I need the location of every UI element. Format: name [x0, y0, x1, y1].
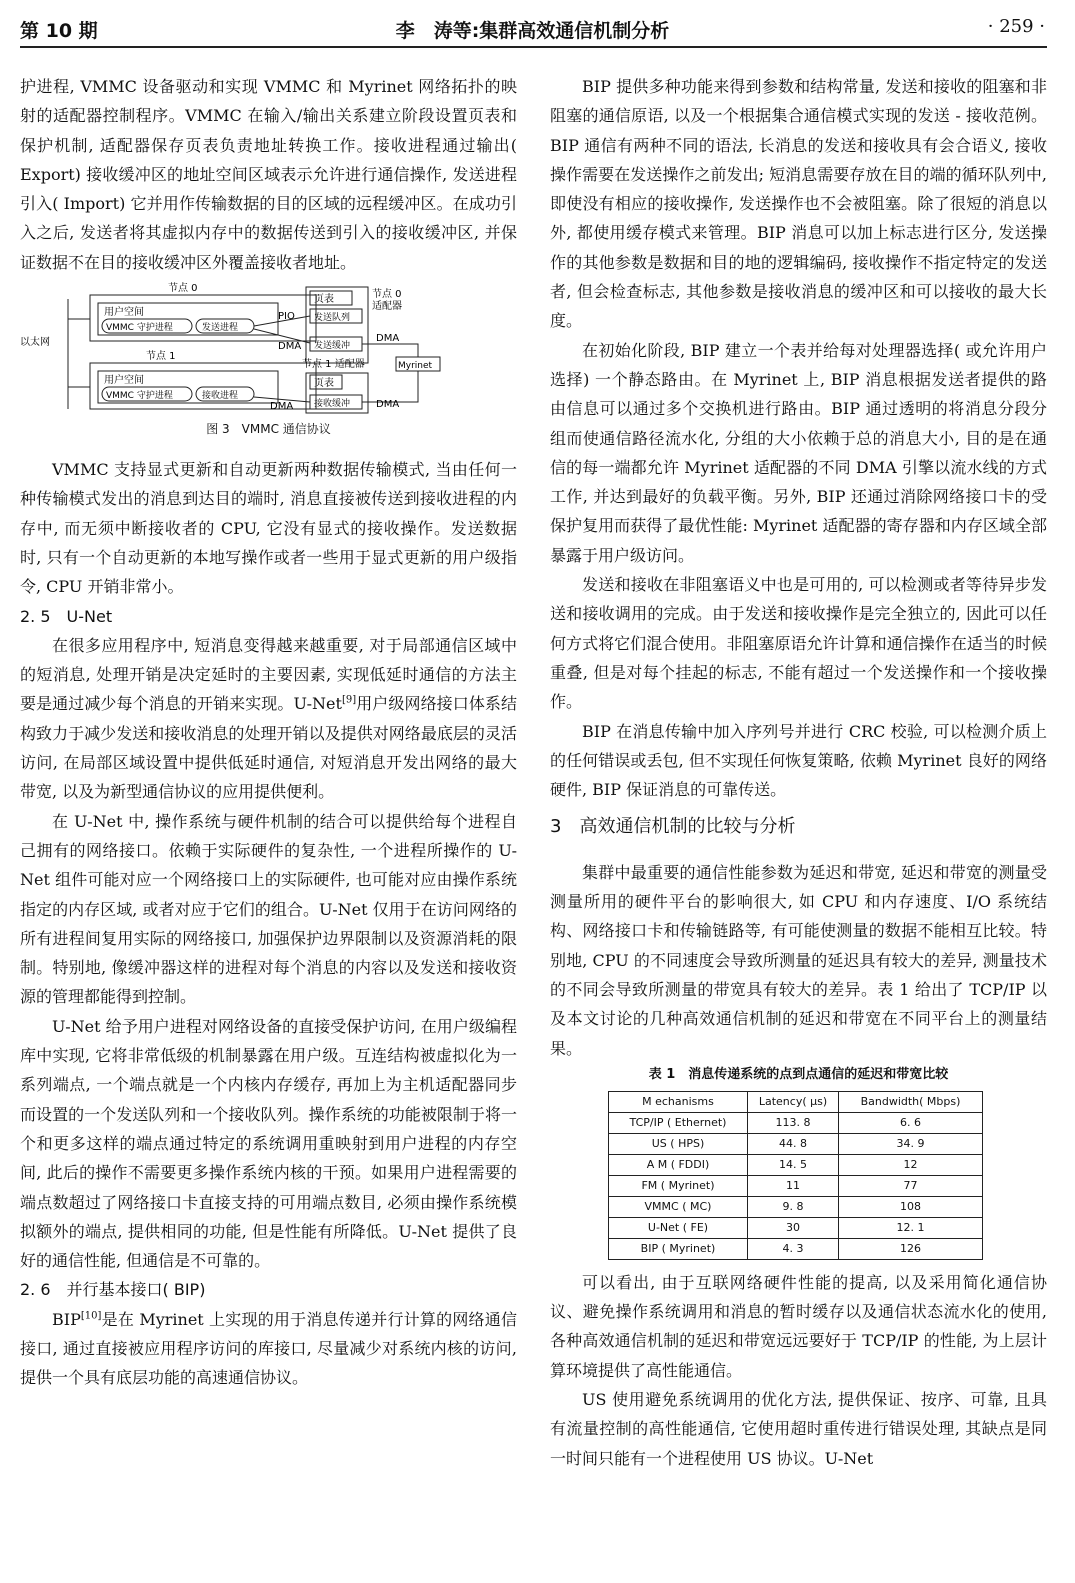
ethernet-label: 以太网	[20, 337, 50, 349]
table-row: TCP/IP ( Ethernet) 113. 8 6. 6	[609, 1112, 983, 1133]
node1-label: 节点 1	[146, 351, 176, 363]
paragraph-bip-functions: BIP 提供多种功能来得到参数和结构常量, 发送和接收的阻塞和非阻塞的通信原语, 以及一个根据集合通信模式实现的发送 - 接收范例。BIP 通信有两种不同的语法, 长消息的发送和接收具有会合语义, 接收操作需要在发送操作之前发出; 短消息需要存放在目的端的循环队列中, 即使没有相应的接收操作, 发送操作也不会被阻塞。除了很短的消息以外, 都使用缓存模式来管理。BIP 消息可以加上标志进行区分, 发送操作的其他参数是数据和目的地的逻辑编码, 接收操作不指定特定的发送者, 但会检查标志, 其他参数是接收消息的缓冲区和可以接收的最大长度。	[550, 77, 1047, 331]
adapter0-label-a: 节点 0	[372, 289, 402, 301]
paragraph-comparison: 集群中最重要的通信性能参数为延迟和带宽, 延迟和带宽的测量受测量所用的硬件平台的影响很大, 如 CPU 和内存速度、I/O 系统结构、网络接口卡和传输链路等, 有可能使测量的数据不能相互比较。特别地, CPU 的不同速度会导致所测量的延迟具有较大的差异, 测量技术的不同会导致所测量的带宽具有较大的差异。表 1 给出了 TCP/IP 以及本文讨论的几种高效通信机制的延迟和带宽在不同平台上的测量结果。	[550, 862, 1047, 1058]
right-column	[550, 72, 1047, 1473]
citation-10: [10]	[80, 1310, 102, 1322]
recv-proc-label: 接收进程	[202, 391, 239, 402]
page-table-label-0: 页表	[314, 294, 334, 306]
table-row: U-Net ( FE) 30 12. 1	[609, 1217, 983, 1238]
figure-vmmc-protocol	[20, 279, 517, 447]
paragraph-unet-interface: 在 U-Net 中, 操作系统与硬件机制的结合可以提供给每个进程自己拥有的网络接口。依赖于实际硬件的复杂性, 一个进程所操作的 U-Net 组件可能对应一个网络接口上的实际硬件, 也可能对应由操作系统指定的内存区域, 或者对应于它们的组合。U-Net 仅用于在访问网络的所有进程间复用实际的网络接口, 加强保护边界限制以及资源消耗的限制。特别地, 像缓冲器这样的进程对每个消息的内容以及发送和接收资源的管理都能得到控制。	[20, 811, 517, 1007]
left-column	[20, 72, 517, 1393]
col-header-bandwidth: Bandwidth( Mbps)	[839, 1091, 983, 1112]
page-header	[20, 16, 1045, 46]
send-proc-label: 发送进程	[202, 323, 239, 334]
table-row: A M ( FDDI) 14. 5 12	[609, 1154, 983, 1175]
header-rule	[20, 46, 1047, 48]
issue-number: 第 10 期	[20, 20, 98, 42]
paragraph-bip-routing: 在初始化阶段, BIP 建立一个表并给每对处理器选择( 或允许用户选择) 一个静态路由。在 Myrinet 上, BIP 消息根据发送者提供的路由信息可以通过多个交换机进行路由。BIP 通过透明的将消息分段分组而使通信路径流水化, 分组的大小依赖于总的消息大小, 目的是在通信的每一端都允许 Myrinet 适配器的不同 DMA 引擎以流水线的方式工作, 并达到最好的负载平衡。另外, BIP 还通过消除网络接口卡的受保护复用而获得了最优性能: Myrinet 适配器的寄存器和内存区域全部暴露于用户级访问。	[550, 340, 1047, 565]
user-space-label-0: 用户空间	[104, 307, 144, 319]
running-title: 李 涛等:集群高效通信机制分析	[395, 20, 670, 42]
section-heading-bip: 2. 6 并行基本接口( BIP)	[20, 1280, 206, 1300]
paragraph-us: US 使用避免系统调用的优化方法, 提供保证、按序、可靠, 且具有流量控制的高性能通信, 它使用超时重传进行错误处理, 其缺点是同一时间只能有一个进程使用 US 协议。U-Net	[550, 1389, 1047, 1468]
myrinet-label: Myrinet	[398, 361, 433, 372]
paragraph-unet-access: U-Net 给予用户进程对网络设备的直接受保护访问, 在用户级编程库中实现, 它将非常低级的机制暴露在用户级。互连结构被虚拟化为一系列端点, 一个端点就是一个内核内存缓存, 再加上为主机适配器同步而设置的一个发送队列和一个接收队列。操作系统的功能被限制于将一个和更多这样的端点通过特定的系统调用重映射到用户进程的内存空间, 此后的操作不需要更多操作系统内核的干预。如果用户进程需要的端点数超过了网络接口卡直接支持的可用端点数目, 必须由操作系统模拟额外的端点, 提供相同的功能, 但是性能有所降低。U-Net 提供了良好的通信性能, 但通信是不可靠的。	[20, 1016, 517, 1271]
col-header-latency: Latency( μs)	[748, 1091, 839, 1112]
dma-label-1: DMA	[376, 333, 400, 345]
table-header-row	[609, 1091, 983, 1112]
page-number: · 259 ·	[987, 16, 1045, 37]
latency-bandwidth-table	[608, 1091, 983, 1260]
myrinet-link-1	[362, 371, 418, 402]
vmmc-daemon-label-0: VMMC 守护进程	[106, 323, 173, 334]
send-queue-label: 发送队列	[314, 313, 351, 324]
dma-label-3: DMA	[376, 399, 400, 411]
recv-buffer-label: 接收缓冲	[314, 399, 351, 410]
figure-caption: 图 3 VMMC 通信协议	[206, 422, 331, 437]
send-buffer-label: 发送缓冲	[314, 341, 351, 352]
pio-label: PIO	[278, 311, 295, 323]
table-row: US ( HPS) 44. 8 34. 9	[609, 1133, 983, 1154]
user-space-label-1: 用户空间	[104, 375, 144, 387]
table-row: VMMC ( MC) 9. 8 108	[609, 1196, 983, 1217]
paragraph-bip-nonblocking: 发送和接收在非阻塞语义中也是可用的, 可以检测或者等待异步发送和接收调用的完成。由于发送和接收操作是完全独立的, 因此可以任何方式将它们混合使用。非阻塞原语允许计算和通信操作在适当的时候重叠, 但是对每个挂起的标志, 不能有超过一个发送操作和一个接收操作。	[550, 575, 1047, 712]
table-row: FM ( Myrinet) 11 77	[609, 1175, 983, 1196]
paragraph-bip-intro: BIP[10]是在 Myrinet 上实现的用于消息传递并行计算的网络通信接口, 通过直接被应用程序访问的库接口, 尽量减少对系统内核的访问, 提供一个具有底层功能的高速通信协议。	[20, 1309, 517, 1388]
section-heading-unet: 2. 5 U-Net	[20, 606, 113, 626]
myrinet-link-0	[362, 344, 418, 357]
paragraph-vmmc-intro: 护进程, VMMC 设备驱动和实现 VMMC 和 Myrinet 网络拓扑的映射的适配器控制程序。VMMC 在输入/输出关系建立阶段设置页表和保护机制, 适配器保存页表负责地址转换工作。接收进程通过输出( Export) 接收缓冲区的地址空间区域表示允许进行通信操作, 发送进程引入( Import) 它并用作传输数据的目的区域的远程缓冲区。在成功引入之后, 发送者将其虚拟内存中的数据传送到引入的接收缓冲区, 并保证数据不在目的接收缓冲区外覆盖接收者地址。	[20, 77, 517, 272]
vmmc-daemon-label-1: VMMC 守护进程	[106, 391, 173, 402]
adapter1-label: 节点 1 适配器	[302, 359, 365, 371]
node0-label: 节点 0	[168, 283, 198, 295]
section-heading-comparison: 3 高效通信机制的比较与分析	[550, 816, 796, 838]
paragraph-vmmc-modes: VMMC 支持显式更新和自动更新两种数据传输模式, 当由任何一种传输模式发出的消息到达目的端时, 消息直接被传送到接收进程的内存中, 而无须中断接收者的 CPU, 它没有显式的接收操作。发送数据时, 只有一个自动更新的本地写操作或者一些用于显式更新的用户级指令, CPU 开销非常小。	[20, 460, 517, 597]
citation-9: [9]	[341, 695, 357, 707]
dma-label-0: DMA	[278, 341, 302, 353]
adapter0-label-b: 适配器	[372, 301, 402, 313]
dma-label-2: DMA	[270, 401, 294, 413]
paragraph-unet-intro: 在很多应用程序中, 短消息变得越来越重要, 对于局部通信区域中的短消息, 处理开销是决定延时的主要因素, 实现低延时通信的方法主要是通过减少每个消息的开销来实现。U-Net[9]用户级网络接口体系结构致力于减少发送和接收消息的处理开销以及提供对网络最底层的灵活访问, 在局部区域设置中提供低延时通信, 对短消息开发出网络的最大带宽, 以及为新型通信协议的应用提供便利。	[20, 635, 517, 802]
table-row: BIP ( Myrinet) 4. 3 126	[609, 1238, 983, 1259]
page-table-label-1: 页表	[314, 378, 334, 390]
paragraph-bip-crc: BIP 在消息传输中加入序列号并进行 CRC 校验, 可以检测介质上的任何错误或丢包, 但不实现任何恢复策略, 依赖 Myrinet 良好的网络硬件, BIP 保证消息的可靠传送。	[550, 721, 1047, 800]
table-title: 表 1 消息传递系统的点到点通信的延迟和带宽比较	[648, 1066, 949, 1082]
paragraph-conclusion: 可以看出, 由于互联网络硬件性能的提高, 以及采用简化通信协议、避免操作系统调用和消息的暂时缓存以及通信状态流水化的使用, 各种高效通信机制的延迟和带宽远远要好于 TCP/IP 的性能, 为上层计算环境提供了高性能通信。	[550, 1272, 1047, 1380]
col-header-mechanisms: M echanisms	[609, 1091, 748, 1112]
